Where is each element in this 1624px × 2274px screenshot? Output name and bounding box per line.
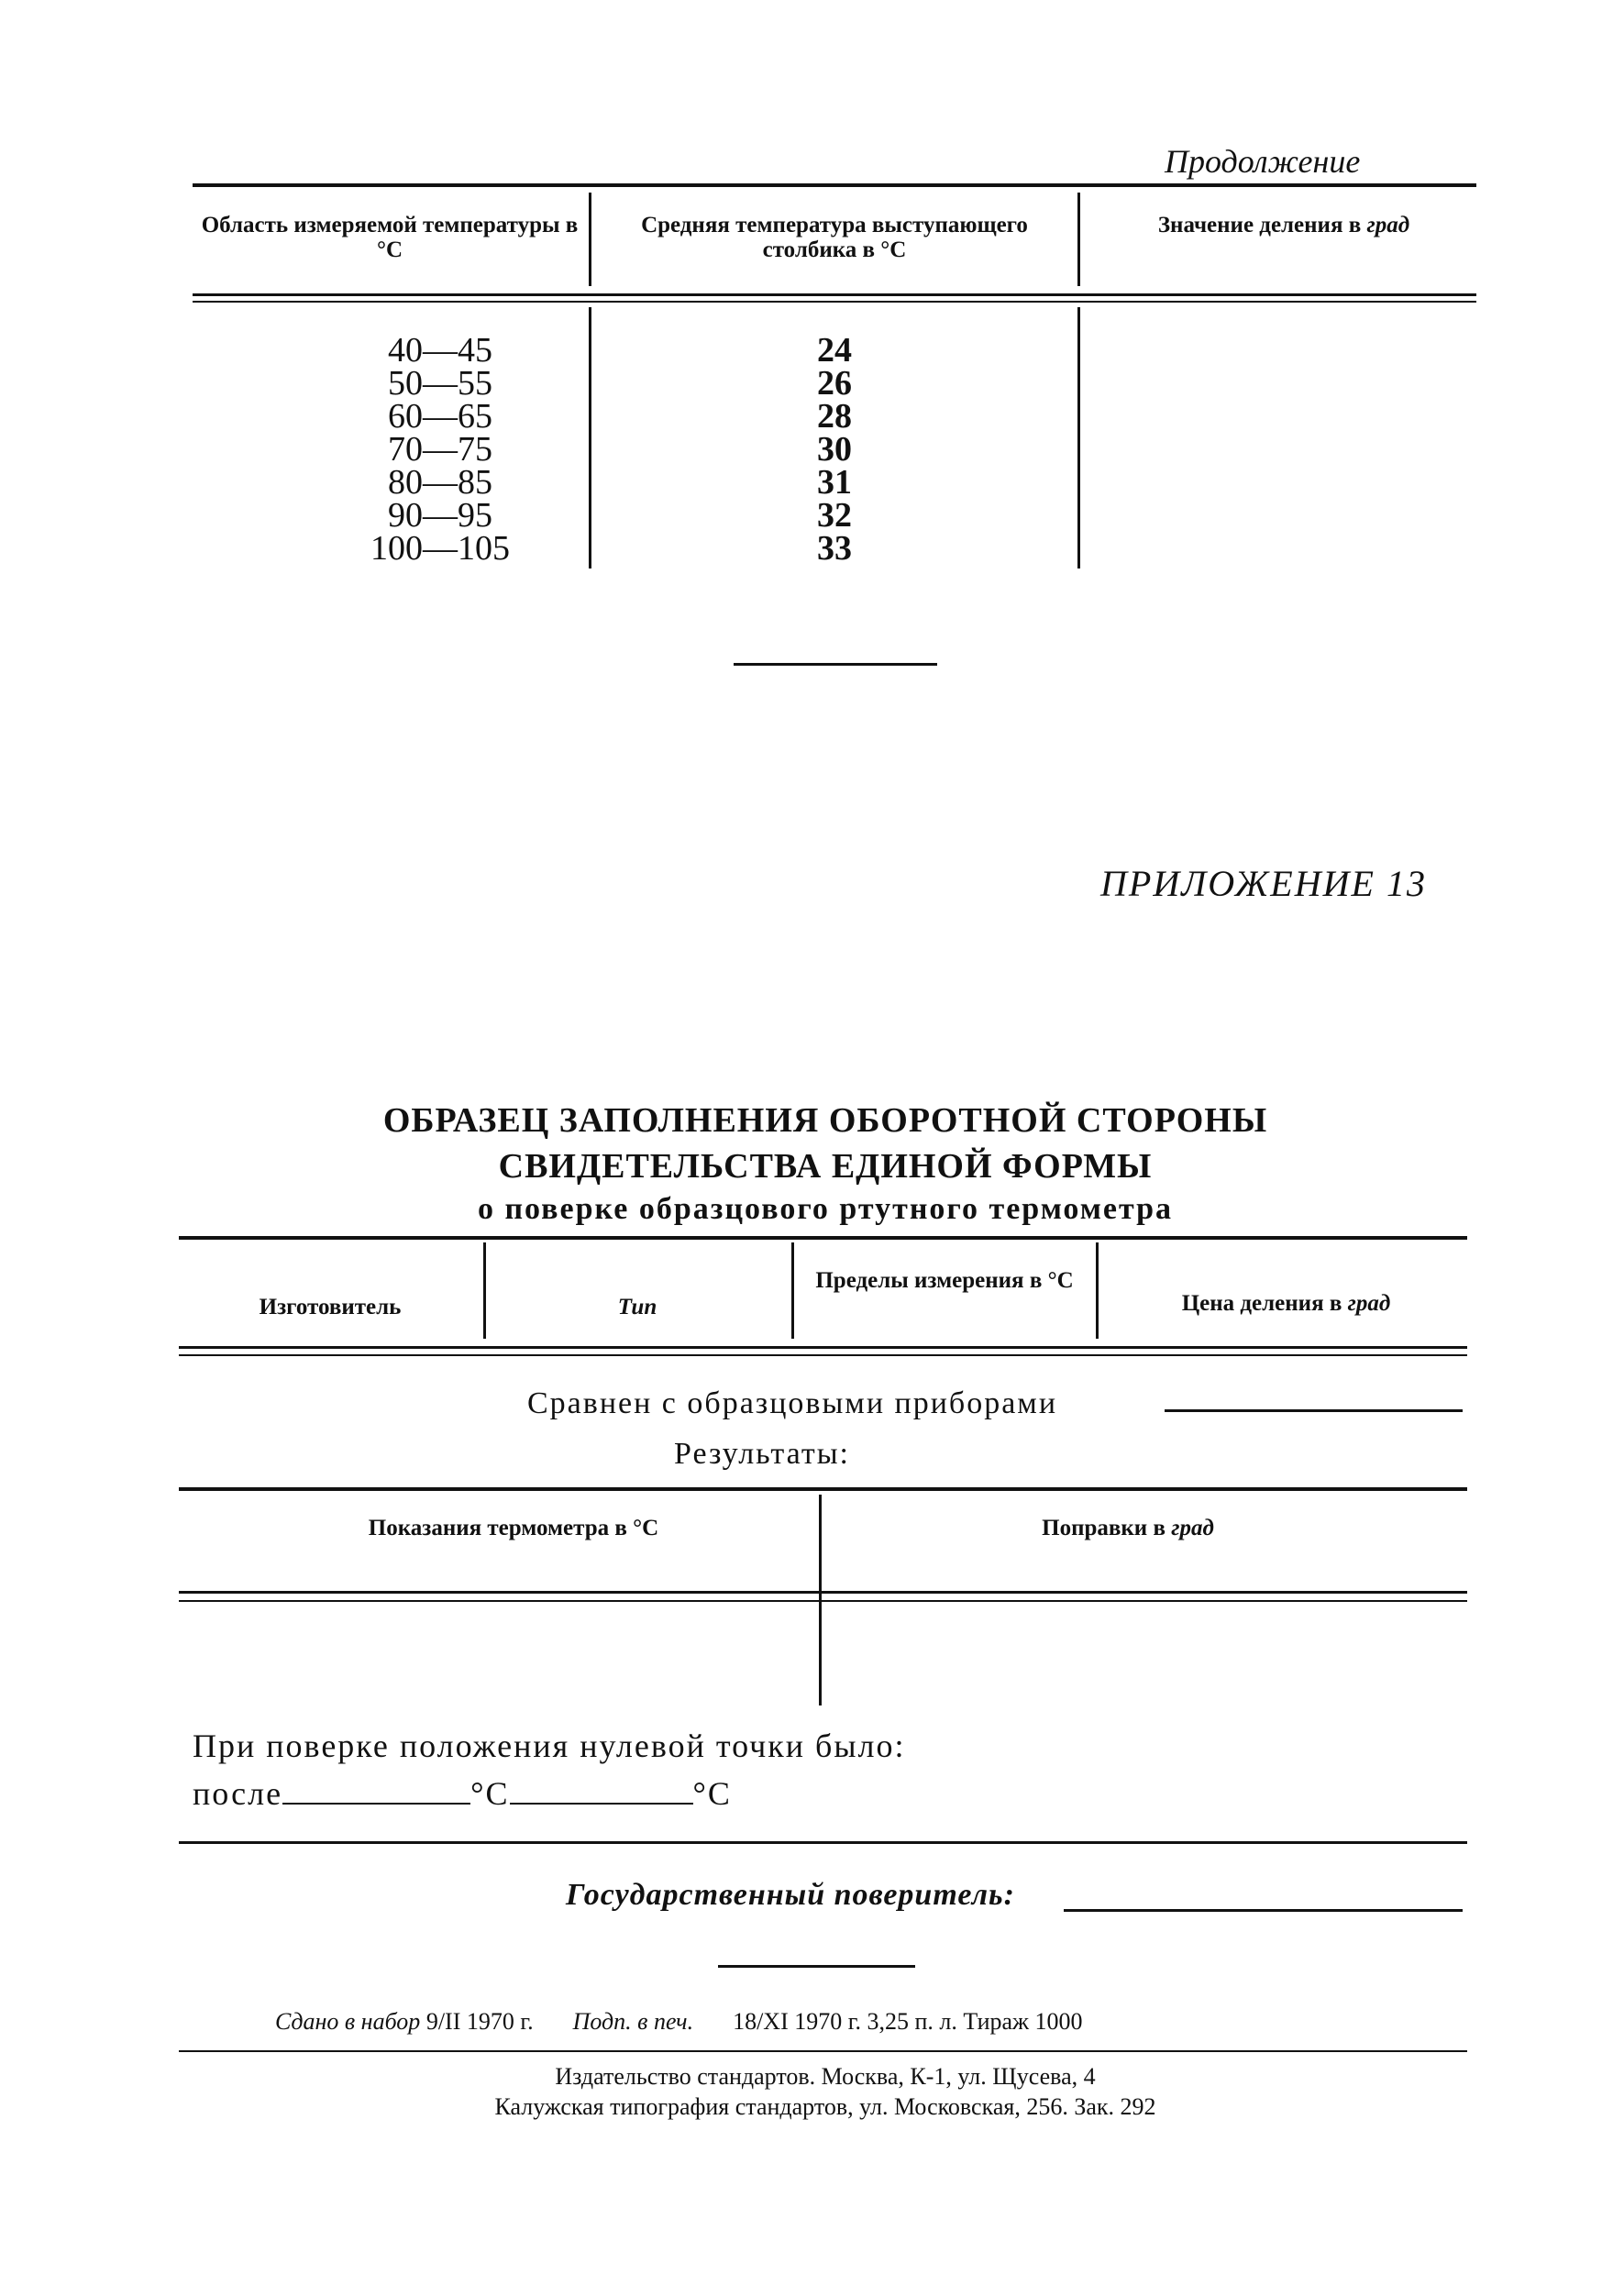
table2-header-division-label: Цена деления в bbox=[1181, 1291, 1342, 1316]
imprint-line3: Калужская типография стандартов, ул. Московская, 256. Зак. 292 bbox=[494, 2093, 1156, 2120]
verifier-label: Государственный поверитель: bbox=[566, 1878, 1015, 1912]
compared-blank-line bbox=[1165, 1409, 1463, 1412]
imprint-sign-date: 18/XI 1970 г. bbox=[733, 2008, 861, 2035]
table2-bottom-rule-a bbox=[179, 1346, 1467, 1349]
table2-col-divider-2 bbox=[791, 1242, 794, 1339]
table-row: 30 bbox=[817, 430, 852, 469]
zero-point-after-row bbox=[193, 1774, 732, 1813]
table-row: 70—75 bbox=[388, 430, 492, 469]
table-row: 28 bbox=[817, 397, 852, 436]
table-row: 40—45 bbox=[388, 331, 492, 370]
imprint-set-label: Сдано в набор bbox=[275, 2008, 421, 2035]
table-row: 90—95 bbox=[388, 496, 492, 535]
table2-header-manufacturer: Изготовитель bbox=[259, 1295, 402, 1319]
verifier-signature-line bbox=[1064, 1909, 1463, 1912]
imprint-print-run-label: Тираж bbox=[963, 2008, 1030, 2035]
table-row: 32 bbox=[817, 496, 852, 535]
after-blank-2 bbox=[510, 1775, 693, 1805]
imprint-set-date: 9/II 1970 г. bbox=[425, 2008, 534, 2035]
table2-bottom-rule-b bbox=[179, 1354, 1467, 1356]
table1-col-divider-3 bbox=[589, 307, 591, 568]
table1-range-column bbox=[339, 331, 541, 568]
table1-header-avg-temp: Средняя температура выступающего столбика в °С bbox=[641, 213, 1028, 262]
zero-point-rule bbox=[179, 1841, 1467, 1844]
table-row: 50—55 bbox=[388, 364, 492, 403]
table3-header-corrections-unit: град bbox=[1171, 1516, 1214, 1540]
continuation-label: Продолжение bbox=[1165, 143, 1361, 180]
degree-unit-1: °С bbox=[470, 1775, 510, 1812]
after-blank-1 bbox=[282, 1775, 470, 1805]
table1-header-rule-a bbox=[193, 293, 1476, 296]
table-row: 60—65 bbox=[388, 397, 492, 436]
table2-header-division-unit: град bbox=[1347, 1291, 1391, 1316]
table3-header-rule-a bbox=[179, 1591, 1467, 1594]
table2-header-division bbox=[1105, 1291, 1467, 1316]
table2-header-limits: Пределы измерения в °С bbox=[815, 1268, 1074, 1293]
sample-title-line1: ОБРАЗЕЦ ЗАПОЛНЕНИЯ ОБОРОТНОЙ СТОРОНЫ bbox=[382, 1101, 1268, 1140]
sample-title-line2: СВИДЕТЕЛЬСТВА ЕДИНОЙ ФОРМЫ bbox=[498, 1147, 1153, 1186]
table3-top-rule bbox=[179, 1487, 1467, 1491]
imprint-print-run-value: 1000 bbox=[1034, 2008, 1083, 2035]
after-label: после bbox=[193, 1775, 283, 1812]
table1-top-rule bbox=[193, 183, 1476, 187]
imprint-rule bbox=[179, 2050, 1467, 2052]
table-row: 31 bbox=[817, 463, 852, 502]
degree-unit-2: °С bbox=[692, 1775, 732, 1812]
table2-top-rule bbox=[179, 1236, 1467, 1240]
table3-header-corrections-label: Поправки в bbox=[1042, 1516, 1166, 1540]
table-row: 24 bbox=[817, 331, 852, 370]
table3-header-rule-b bbox=[179, 1600, 1467, 1602]
table2-col-divider-3 bbox=[1096, 1242, 1099, 1339]
table1-col-divider-4 bbox=[1077, 307, 1080, 568]
imprint-sign-label: Подп. в печ. bbox=[572, 2008, 694, 2035]
table1-header-rule-b bbox=[193, 301, 1476, 303]
table-row: 33 bbox=[817, 529, 852, 568]
sample-subtitle: о поверке образцового ртутного термометра bbox=[477, 1192, 1174, 1226]
end-divider bbox=[718, 1965, 915, 1968]
imprint-line2: Издательство стандартов. Москва, К-1, ул. Щусева, 4 bbox=[555, 2063, 1096, 2090]
results-label: Результаты: bbox=[674, 1437, 850, 1471]
table3-header-readings: Показания термометра в °С bbox=[368, 1516, 659, 1540]
table1-header-division-label: Значение деления в bbox=[1157, 213, 1362, 237]
table3-header-corrections bbox=[899, 1516, 1357, 1540]
table-row: 100—105 bbox=[370, 529, 510, 568]
table1-temp-column bbox=[789, 331, 880, 568]
table1-col-divider-2 bbox=[1077, 193, 1080, 286]
table1-header-range: Область измеряемой температуры в °С bbox=[201, 213, 579, 262]
table-row: 26 bbox=[817, 364, 852, 403]
zero-point-text: При поверке положения нулевой точки было: bbox=[193, 1728, 906, 1764]
table-row: 80—85 bbox=[388, 463, 492, 502]
table1-header-division bbox=[1091, 213, 1476, 237]
table2-header-type: Тип bbox=[617, 1295, 657, 1319]
section-divider bbox=[734, 663, 937, 666]
compared-label: Сравнен с образцовыми приборами bbox=[527, 1386, 1058, 1420]
table1-header-division-unit: град bbox=[1366, 213, 1410, 237]
appendix-heading: ПРИЛОЖЕНИЕ 13 bbox=[1100, 863, 1427, 904]
imprint-line1 bbox=[275, 2008, 1083, 2036]
table1-col-divider-1 bbox=[589, 193, 591, 286]
imprint-sheets: 3,25 п. л. bbox=[867, 2008, 957, 2035]
table2-col-divider-1 bbox=[483, 1242, 486, 1339]
